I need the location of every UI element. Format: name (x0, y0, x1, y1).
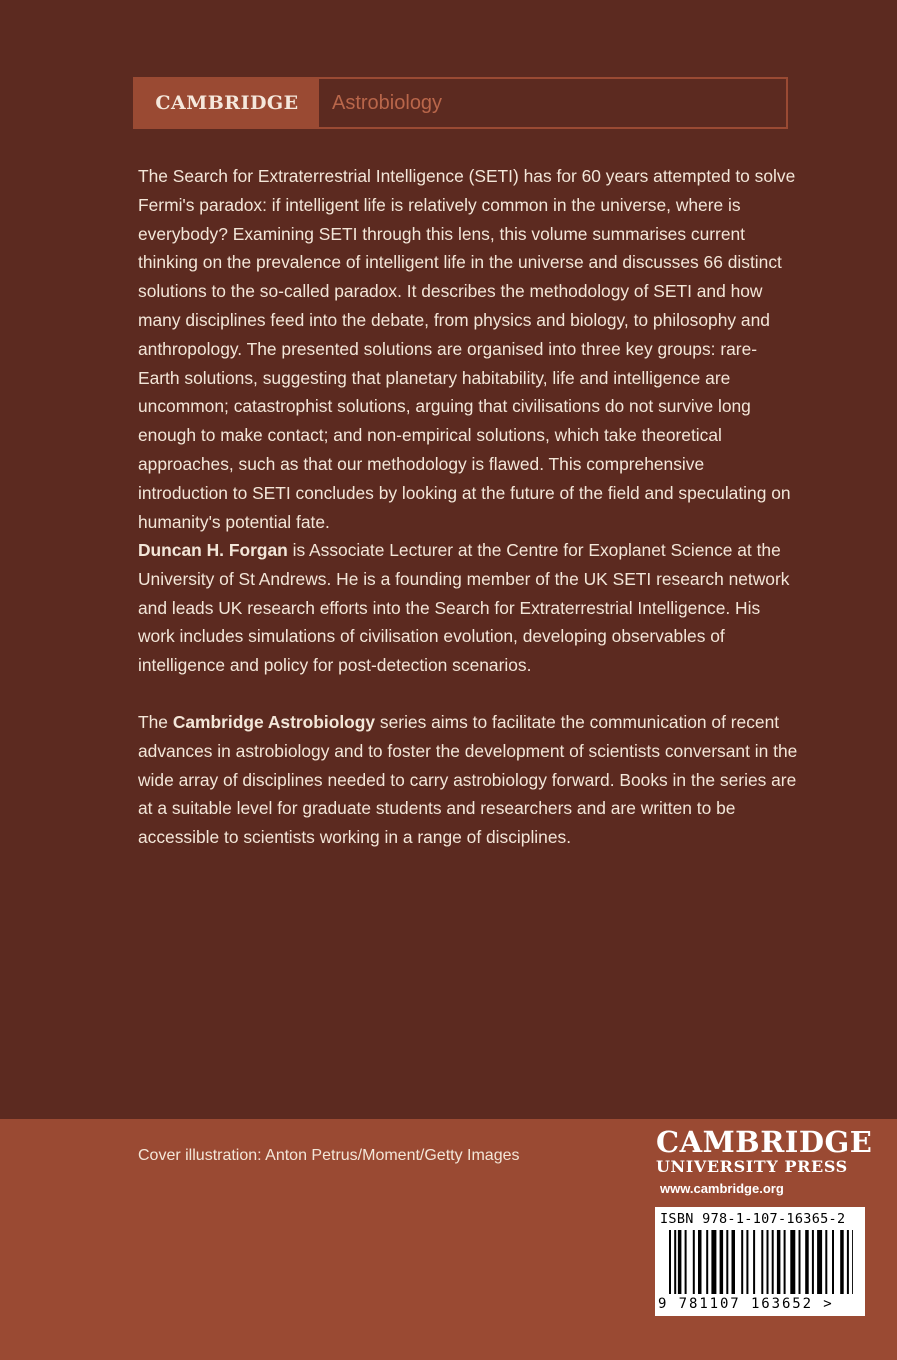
series-title: Cambridge Astrobiology (172, 712, 376, 732)
book-description: The Search for Extraterrestrial Intelligence (SETI) has for 60 years attempted to solve Fermi's paradox: if intelligent life is relatively common in the universe, where is everybody? Examining SETI through this lens, this volume summarises current thinking on the prevalence of intelligent life in the universe and discusses 66 distinct solutions to the so-called paradox. It describes the methodology of SETI and how many disciplines feed into the debate, from physics and biology, to philosophy and anthropology. The presented solutions are organised into three key groups: rare-Earth solutions, suggesting that planetary habitability, life and intelligence are uncommon; catastrophist solutions, arguing that civilisations do not survive long enough to make contact; and non-empirical solutions, which take theoretical approaches, such as that our methodology is flawed. This comprehensive introduction to SETI concludes by looking at the future of the field and speculating on humanity's potential fate. (138, 166, 796, 532)
author-bio (138, 536, 798, 680)
series-prefix: The (138, 712, 173, 732)
isbn-digits: 9 781107 163652 > (658, 1296, 834, 1312)
publisher-logo-line1: CAMBRIDGE (656, 1125, 873, 1159)
series-description (138, 708, 798, 852)
cover-credit: Cover illustration: Anton Petrus/Moment/Getty Images (138, 1147, 520, 1164)
publisher-logo-line2: UNIVERSITY PRESS (656, 1157, 848, 1176)
publisher-website: www.cambridge.org (660, 1181, 784, 1196)
author-name: Duncan H. Forgan (138, 540, 288, 560)
isbn-barcode (655, 1207, 865, 1316)
author-bio-text: is Associate Lecturer at the Centre for Exoplanet Science at the University of St Andrews. He is a founding member of the UK SETI research network and leads UK research efforts into the Search for Extraterrestrial Intelligence. His work includes simulations of civilisation evolution, developing observables of intelligence and policy for post-detection scenarios. (138, 540, 790, 676)
series-brand: CAMBRIDGE (135, 79, 319, 127)
publisher-logo (656, 1125, 873, 1177)
barcode-bars-icon (669, 1230, 853, 1296)
series-text: series aims to facilitate the communication of recent advances in astrobiology and to foster the development of scientists conversant in the wide array of disciplines needed to carry astrobiology forward. Books in the series are at a suitable level for graduate students and researchers and are written to be accessible to scientists working in a range of disciplines. (138, 712, 798, 848)
isbn-label: ISBN 978-1-107-16365-2 (660, 1211, 846, 1227)
series-name: Astrobiology (332, 91, 443, 114)
series-header (133, 77, 788, 129)
